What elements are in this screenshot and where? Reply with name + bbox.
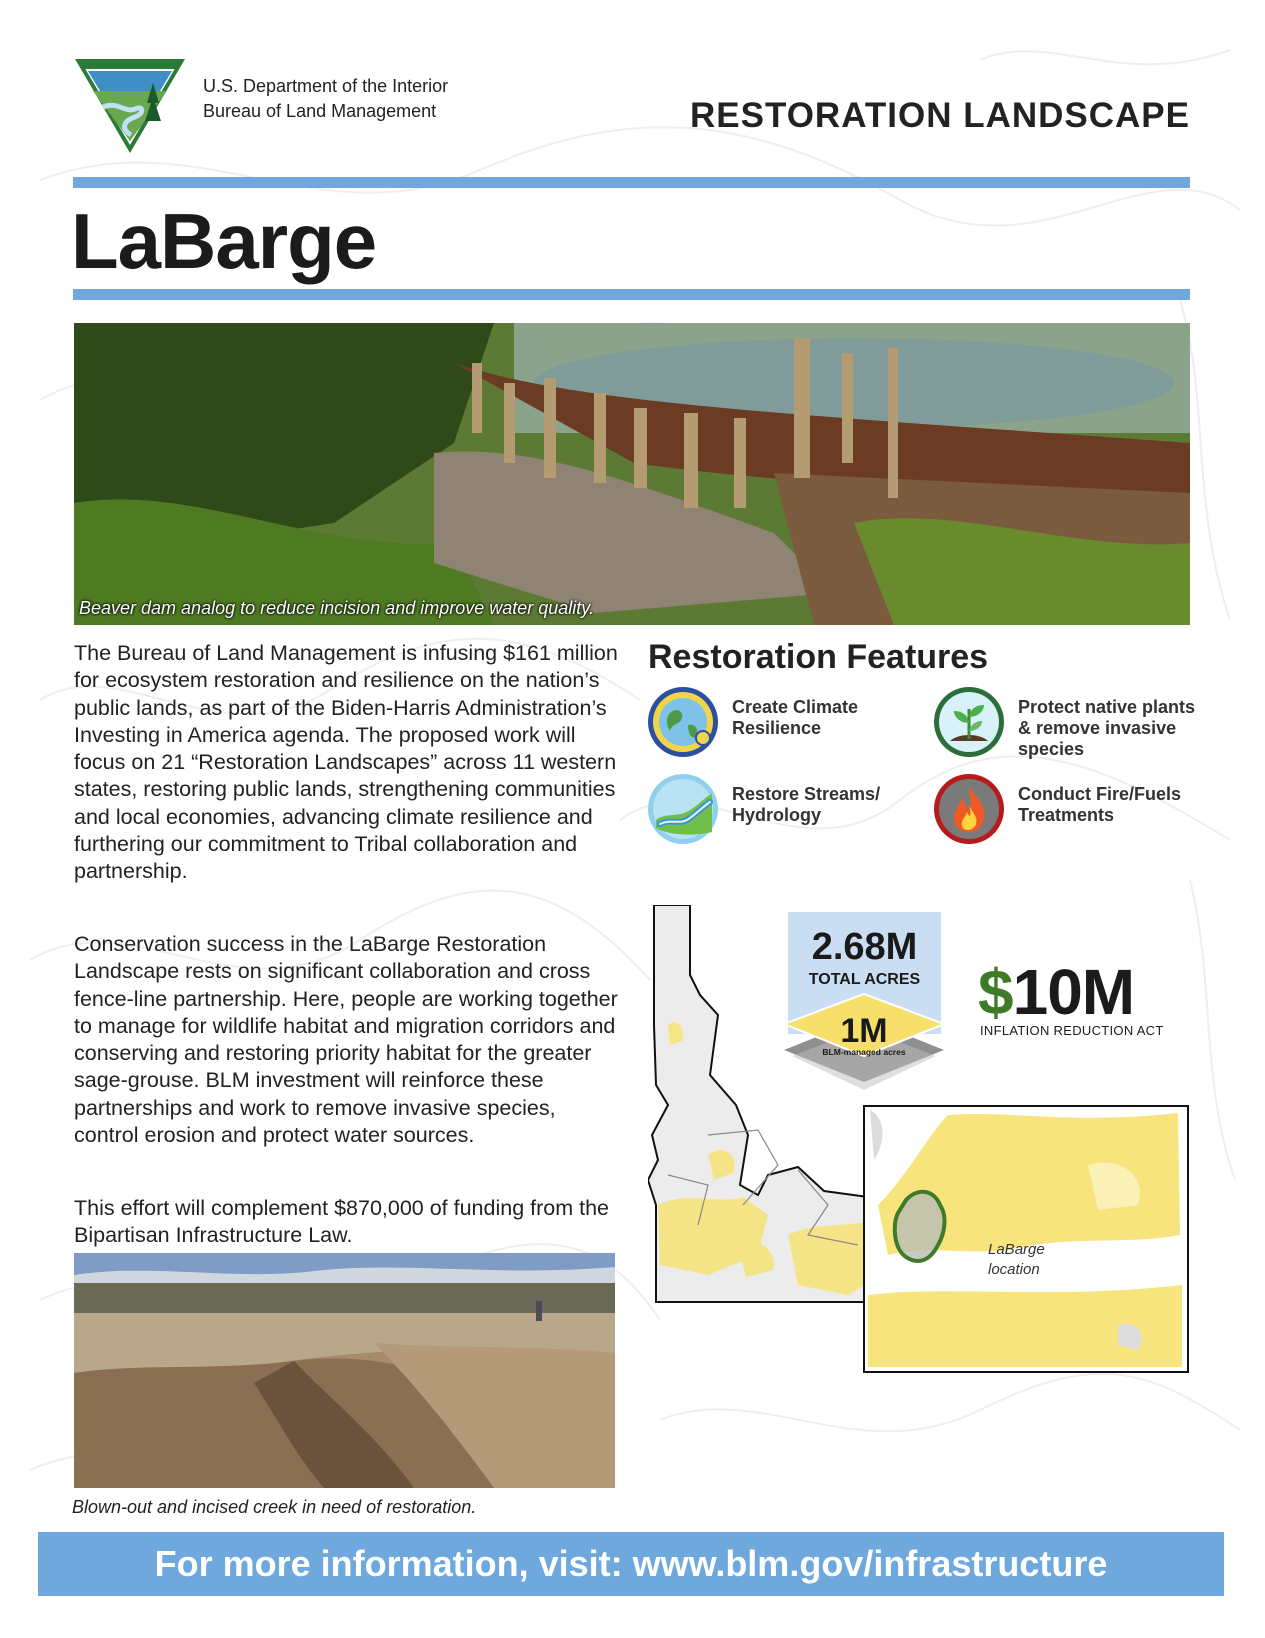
feature-label: Restore Streams/ Hydrology [732, 784, 881, 825]
funding-amount [978, 955, 1134, 1029]
feature-label: Create Climate Resilience [732, 697, 859, 738]
feature-streams [646, 772, 902, 846]
funding-source-label: INFLATION REDUCTION ACT [980, 1023, 1164, 1038]
agency-name [203, 74, 448, 124]
blm-acres-value: 1M [840, 1012, 888, 1050]
globe-icon [646, 685, 720, 759]
footer-banner[interactable]: For more information, visit: www.blm.gov/infrastructure [38, 1532, 1224, 1596]
feature-label: Conduct Fire/Fuels Treatments [1018, 784, 1182, 825]
creek-caption: Blown-out and incised creek in need of restoration. [72, 1497, 477, 1517]
creek-photo [74, 1253, 615, 1488]
map-label-line2: location [988, 1261, 1040, 1278]
conservation-paragraph: Conservation success in the LaBarge Restoration Landscape rests on significant collaboration and cross fence-line partnership. Here, people are working together to manage for wildlife habitat and migration corridors and conserving and restoring priority habitat for the greater sage-grouse. BLM investment will reinforce these partnerships and work to remove invasive species, control erosion and protect water sources. [74, 932, 618, 1148]
intro-paragraph: The Bureau of Land Management is infusing $161 million for ecosystem restoration and resilience on the nation’s public lands, as part of the Biden-Harris Administration’s Investing in America agenda. The proposed work will focus on 21 “Restoration Landscapes” across 11 western states, restoring public lands, strengthening communities and local economies, advancing climate resilience and furthering our commitment to Tribal collaboration and partnership. [74, 641, 618, 884]
features-heading: Restoration Features [648, 638, 989, 676]
top-divider [73, 177, 1190, 188]
blm-acres-label: BLM-managed acres [822, 1047, 906, 1057]
agency-bureau: Bureau of Land Management [203, 101, 437, 121]
feature-native-plants [932, 685, 1208, 760]
total-acres-label: TOTAL ACRES [808, 971, 921, 988]
total-acres-value: 2.68M [811, 926, 918, 968]
page-title: LaBarge [71, 197, 377, 285]
feature-label: Protect native plants & remove invasive species [1018, 697, 1196, 759]
funding-paragraph: This effort will complement $870,000 of funding from the Bipartisan Infrastructure Law. [74, 1196, 610, 1248]
dollar-sign: $ [978, 956, 1013, 1028]
blm-logo [73, 55, 187, 155]
map-label-line1: LaBarge [988, 1241, 1045, 1258]
feature-fire [932, 772, 1208, 846]
flame-icon [932, 772, 1006, 846]
labarge-location-label [988, 1240, 1045, 1280]
hero-caption: Beaver dam analog to reduce incision and improve water quality. [79, 598, 594, 618]
document-type-heading: RESTORATION LANDSCAPE [689, 96, 1190, 135]
bottom-divider [73, 289, 1190, 300]
feature-climate [646, 685, 902, 759]
stream-icon [646, 772, 720, 846]
seedling-icon [932, 685, 1006, 759]
agency-department: U.S. Department of the Interior [203, 76, 449, 96]
hero-photo [74, 323, 1190, 625]
funding-value: 10M [1012, 956, 1135, 1028]
